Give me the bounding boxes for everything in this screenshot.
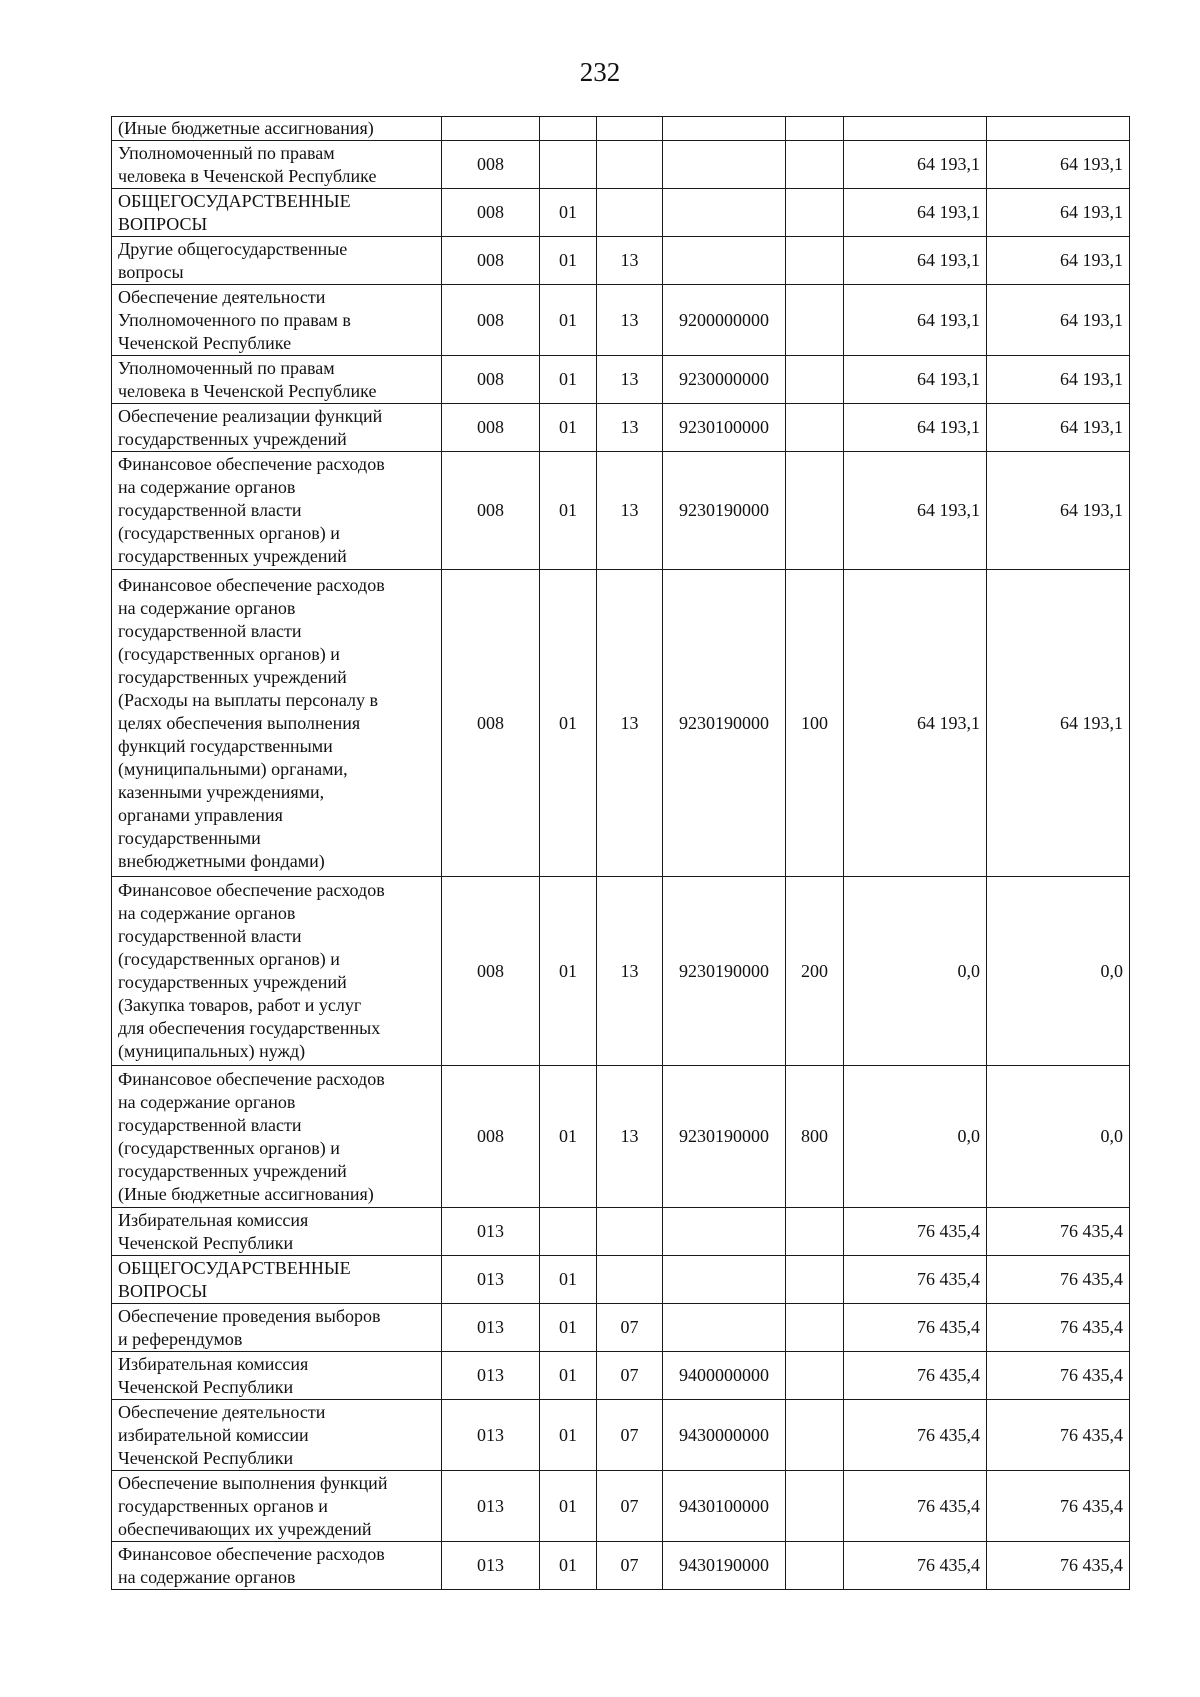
page-number: 232	[579, 57, 621, 87]
row-sum1-cell: 0,0	[844, 877, 987, 1066]
row-pr-cell: 13	[597, 877, 663, 1066]
row-rz-cell: 01	[540, 1471, 597, 1542]
row-gr-cell: 008	[442, 452, 540, 570]
row-pr-cell: 13	[597, 1066, 663, 1208]
row-name-cell: Обеспечение проведения выборов и референдумов	[112, 1304, 442, 1352]
row-rz-cell	[540, 117, 597, 141]
row-sum2-cell: 76 435,4	[987, 1400, 1130, 1471]
row-gr-cell: 008	[442, 570, 540, 877]
row-sum2-cell: 64 193,1	[987, 452, 1130, 570]
row-vr-cell	[786, 356, 844, 404]
row-sum1-cell: 64 193,1	[844, 237, 987, 285]
row-csr-cell	[663, 1208, 786, 1256]
row-vr-cell	[786, 1256, 844, 1304]
table-row	[112, 1542, 1130, 1590]
row-pr-cell: 07	[597, 1352, 663, 1400]
row-csr-cell: 9230190000	[663, 452, 786, 570]
table-row	[112, 1304, 1130, 1352]
row-gr-cell: 008	[442, 285, 540, 356]
table-row	[112, 356, 1130, 404]
row-rz-cell: 01	[540, 1542, 597, 1590]
row-csr-cell: 9430000000	[663, 1400, 786, 1471]
row-csr-cell: 9430190000	[663, 1542, 786, 1590]
row-csr-cell: 9230100000	[663, 404, 786, 452]
row-sum1-cell: 76 435,4	[844, 1471, 987, 1542]
table-row	[112, 189, 1130, 237]
row-sum2-cell: 76 435,4	[987, 1256, 1130, 1304]
row-sum1-cell: 76 435,4	[844, 1542, 987, 1590]
row-rz-cell	[540, 141, 597, 189]
row-sum1-cell	[844, 117, 987, 141]
row-gr-cell: 008	[442, 237, 540, 285]
row-pr-cell: 13	[597, 404, 663, 452]
row-csr-cell	[663, 237, 786, 285]
row-pr-cell	[597, 189, 663, 237]
row-pr-cell	[597, 1208, 663, 1256]
row-pr-cell: 13	[597, 356, 663, 404]
row-csr-cell: 9230190000	[663, 570, 786, 877]
row-vr-cell	[786, 1542, 844, 1590]
row-vr-cell	[786, 1471, 844, 1542]
row-gr-cell: 008	[442, 189, 540, 237]
table-row	[112, 1066, 1130, 1208]
row-csr-cell	[663, 189, 786, 237]
table-row	[112, 1352, 1130, 1400]
row-sum1-cell: 76 435,4	[844, 1400, 987, 1471]
row-rz-cell: 01	[540, 452, 597, 570]
row-rz-cell: 01	[540, 189, 597, 237]
row-sum2-cell: 76 435,4	[987, 1542, 1130, 1590]
row-name-cell: Финансовое обеспечение расходов на содержание органов государственной власти (государственных органов) и государственных учреждений	[112, 452, 442, 570]
row-vr-cell	[786, 1400, 844, 1471]
row-csr-cell: 9230000000	[663, 356, 786, 404]
table-row	[112, 570, 1130, 877]
row-name-cell: (Иные бюджетные ассигнования)	[112, 117, 442, 141]
row-rz-cell: 01	[540, 404, 597, 452]
row-gr-cell: 013	[442, 1304, 540, 1352]
row-name-cell: Уполномоченный по правам человека в Чеченской Республике	[112, 141, 442, 189]
row-sum1-cell: 64 193,1	[844, 404, 987, 452]
table-row	[112, 1208, 1130, 1256]
row-sum1-cell: 76 435,4	[844, 1304, 987, 1352]
row-sum2-cell: 64 193,1	[987, 141, 1130, 189]
row-name-cell: Другие общегосударственные вопросы	[112, 237, 442, 285]
row-gr-cell: 008	[442, 1066, 540, 1208]
row-gr-cell	[442, 117, 540, 141]
row-csr-cell: 9400000000	[663, 1352, 786, 1400]
row-pr-cell: 07	[597, 1471, 663, 1542]
row-sum2-cell: 64 193,1	[987, 285, 1130, 356]
row-gr-cell: 013	[442, 1471, 540, 1542]
row-name-cell: Финансовое обеспечение расходов на содержание органов	[112, 1542, 442, 1590]
row-name-cell: Избирательная комиссия Чеченской Республики	[112, 1208, 442, 1256]
row-pr-cell: 13	[597, 285, 663, 356]
row-pr-cell: 07	[597, 1542, 663, 1590]
row-csr-cell: 9200000000	[663, 285, 786, 356]
row-sum2-cell: 76 435,4	[987, 1352, 1130, 1400]
row-pr-cell	[597, 1256, 663, 1304]
row-rz-cell: 01	[540, 1352, 597, 1400]
row-csr-cell	[663, 141, 786, 189]
row-csr-cell	[663, 117, 786, 141]
row-sum1-cell: 0,0	[844, 1066, 987, 1208]
row-rz-cell: 01	[540, 877, 597, 1066]
row-gr-cell: 008	[442, 877, 540, 1066]
table-row	[112, 117, 1130, 141]
row-rz-cell: 01	[540, 237, 597, 285]
row-pr-cell: 07	[597, 1304, 663, 1352]
row-rz-cell: 01	[540, 285, 597, 356]
row-sum2-cell: 0,0	[987, 1066, 1130, 1208]
row-gr-cell: 008	[442, 141, 540, 189]
row-gr-cell: 013	[442, 1400, 540, 1471]
table-row	[112, 1400, 1130, 1471]
row-vr-cell	[786, 141, 844, 189]
row-pr-cell: 07	[597, 1400, 663, 1471]
row-name-cell: Финансовое обеспечение расходов на содержание органов государственной власти (государственных органов) и государственных учреждений (Иные бюджетные ассигнования)	[112, 1066, 442, 1208]
table-row	[112, 237, 1130, 285]
row-name-cell: Обеспечение реализации функций государственных учреждений	[112, 404, 442, 452]
row-sum2-cell	[987, 117, 1130, 141]
table-row	[112, 877, 1130, 1066]
row-sum2-cell: 64 193,1	[987, 404, 1130, 452]
row-name-cell: Уполномоченный по правам человека в Чеченской Республике	[112, 356, 442, 404]
row-gr-cell: 013	[442, 1352, 540, 1400]
row-rz-cell: 01	[540, 1304, 597, 1352]
row-rz-cell: 01	[540, 1400, 597, 1471]
budget-table	[111, 116, 1130, 1590]
row-sum2-cell: 64 193,1	[987, 570, 1130, 877]
row-sum1-cell: 76 435,4	[844, 1208, 987, 1256]
row-sum1-cell: 64 193,1	[844, 189, 987, 237]
row-name-cell: Финансовое обеспечение расходов на содержание органов государственной власти (государственных органов) и государственных учреждений (Расходы на выплаты персоналу в целях обеспечения выполнения функций государственными (муниципальными) органами, казенными учреждениями, органами управления государственными внебюджетными фондами)	[112, 570, 442, 877]
row-pr-cell	[597, 141, 663, 189]
row-gr-cell: 013	[442, 1256, 540, 1304]
row-sum1-cell: 64 193,1	[844, 285, 987, 356]
row-sum1-cell: 64 193,1	[844, 356, 987, 404]
row-rz-cell: 01	[540, 1256, 597, 1304]
row-vr-cell	[786, 117, 844, 141]
row-gr-cell: 008	[442, 404, 540, 452]
table-row	[112, 1256, 1130, 1304]
row-pr-cell: 13	[597, 237, 663, 285]
budget-table-body	[112, 117, 1130, 1590]
table-row	[112, 141, 1130, 189]
row-vr-cell: 100	[786, 570, 844, 877]
row-pr-cell	[597, 117, 663, 141]
row-sum2-cell: 64 193,1	[987, 356, 1130, 404]
table-row	[112, 452, 1130, 570]
row-vr-cell	[786, 285, 844, 356]
row-rz-cell	[540, 1208, 597, 1256]
row-sum2-cell: 0,0	[987, 877, 1130, 1066]
row-gr-cell: 008	[442, 356, 540, 404]
row-sum1-cell: 64 193,1	[844, 141, 987, 189]
row-rz-cell: 01	[540, 1066, 597, 1208]
row-csr-cell	[663, 1256, 786, 1304]
row-vr-cell: 200	[786, 877, 844, 1066]
row-sum2-cell: 64 193,1	[987, 237, 1130, 285]
table-row	[112, 404, 1130, 452]
row-pr-cell: 13	[597, 570, 663, 877]
row-sum2-cell: 64 193,1	[987, 189, 1130, 237]
row-gr-cell: 013	[442, 1208, 540, 1256]
row-vr-cell: 800	[786, 1066, 844, 1208]
row-name-cell: ОБЩЕГОСУДАРСТВЕННЫЕ ВОПРОСЫ	[112, 1256, 442, 1304]
row-vr-cell	[786, 237, 844, 285]
row-vr-cell	[786, 1352, 844, 1400]
row-vr-cell	[786, 189, 844, 237]
row-vr-cell	[786, 1208, 844, 1256]
row-name-cell: Обеспечение деятельности избирательной комиссии Чеченской Республики	[112, 1400, 442, 1471]
row-name-cell: Обеспечение выполнения функций государственных органов и обеспечивающих их учреждений	[112, 1471, 442, 1542]
row-csr-cell	[663, 1304, 786, 1352]
row-csr-cell: 9230190000	[663, 877, 786, 1066]
row-sum1-cell: 64 193,1	[844, 570, 987, 877]
row-name-cell: ОБЩЕГОСУДАРСТВЕННЫЕ ВОПРОСЫ	[112, 189, 442, 237]
row-vr-cell	[786, 1304, 844, 1352]
row-vr-cell	[786, 452, 844, 570]
row-vr-cell	[786, 404, 844, 452]
row-csr-cell: 9430100000	[663, 1471, 786, 1542]
table-row	[112, 285, 1130, 356]
row-rz-cell: 01	[540, 356, 597, 404]
table-row	[112, 1471, 1130, 1542]
row-csr-cell: 9230190000	[663, 1066, 786, 1208]
row-name-cell: Избирательная комиссия Чеченской Республики	[112, 1352, 442, 1400]
row-sum2-cell: 76 435,4	[987, 1471, 1130, 1542]
row-sum2-cell: 76 435,4	[987, 1304, 1130, 1352]
row-pr-cell: 13	[597, 452, 663, 570]
row-rz-cell: 01	[540, 570, 597, 877]
row-name-cell: Финансовое обеспечение расходов на содержание органов государственной власти (государственных органов) и государственных учреждений (Закупка товаров, работ и услуг для обеспечения государственных (муниципальных) нужд)	[112, 877, 442, 1066]
row-sum1-cell: 64 193,1	[844, 452, 987, 570]
row-sum1-cell: 76 435,4	[844, 1256, 987, 1304]
row-sum2-cell: 76 435,4	[987, 1208, 1130, 1256]
row-gr-cell: 013	[442, 1542, 540, 1590]
row-sum1-cell: 76 435,4	[844, 1352, 987, 1400]
row-name-cell: Обеспечение деятельности Уполномоченного по правам в Чеченской Республике	[112, 285, 442, 356]
